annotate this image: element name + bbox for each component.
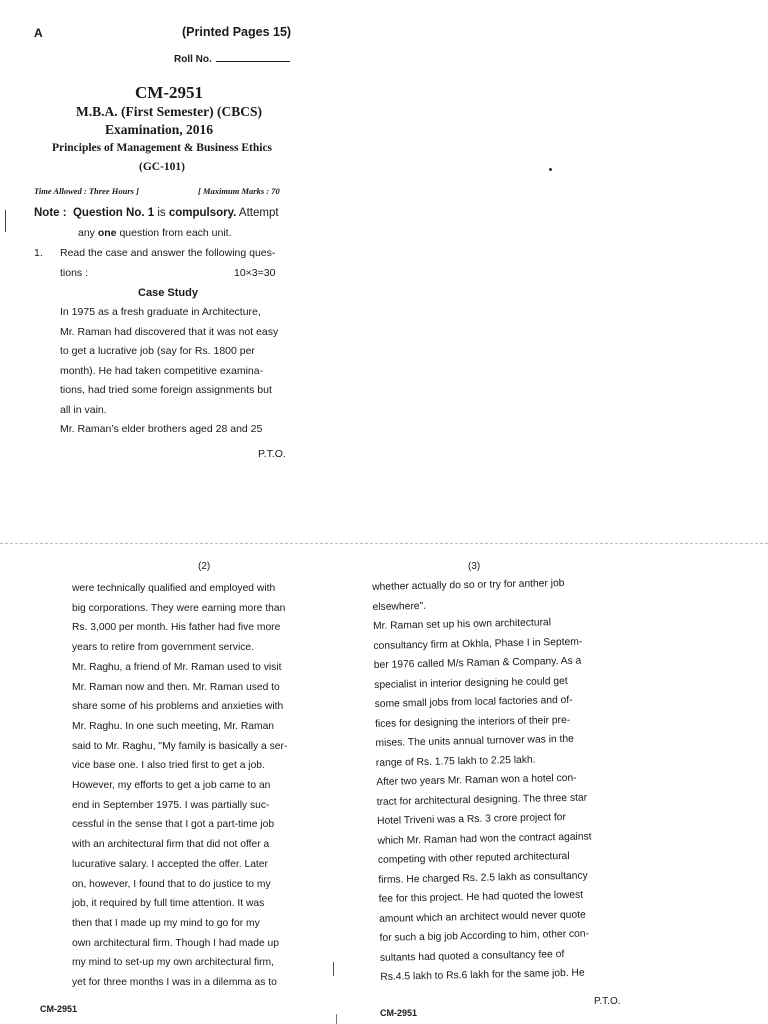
margin-mark [336, 1014, 337, 1024]
note [34, 207, 279, 219]
series-label: A [34, 26, 43, 40]
text-line: fices for designing the interiors of their pre- [374, 714, 571, 730]
pto-label-page-3: P.T.O. [594, 996, 621, 1007]
text-line: Mr. Raman now and then. Mr. Raman used to [72, 681, 280, 693]
text-line: elsewhere". [372, 600, 427, 613]
paper-code: CM-2951 [135, 83, 203, 102]
text-line: years to retire from government service. [72, 642, 254, 654]
text-line: big corporations. They were earning more than [72, 602, 286, 614]
text-line: yet for three months I was in a dilemma as to [72, 977, 277, 989]
page-number-3: (3) [468, 561, 481, 572]
text-line: cessful in the sense that I got a part-time job [72, 819, 275, 831]
text-line: tract for architectural designing. The three star [376, 792, 588, 808]
text-line: specialist in interior designing he could get [374, 675, 568, 691]
text-line: which Mr. Raman had won the contract against [377, 830, 592, 847]
text-line: Rs.4.5 lakh to Rs.6 lakh for the same job. He [380, 967, 585, 983]
text-line: vice base one. I also tried first to get a job. [72, 760, 265, 772]
case-line: In 1975 as a fresh graduate in Architecture, [60, 306, 261, 318]
speck [549, 168, 552, 171]
page-3-text [372, 573, 637, 988]
text-line: Mr. Raghu. In one such meeting, Mr. Raman [72, 720, 275, 732]
text-line: some small jobs from local factories and of- [374, 694, 573, 710]
text-line: Mr. Raghu, a friend of Mr. Raman used to visit [72, 661, 282, 673]
text-line: ber 1976 called M/s Raman & Company. As a [373, 655, 582, 671]
question-continuation: tions : [60, 267, 89, 279]
text-line: for such a big job According to him, other con- [379, 928, 590, 944]
note-continuation [78, 227, 232, 239]
text-line: on, however, I found that to do justice to my [72, 878, 271, 890]
exam-title: Examination, 2016 [104, 122, 213, 137]
case-paragraph-1 [60, 303, 278, 440]
text-line: sultants had quoted a consultancy fee of [379, 948, 565, 964]
case-study-title: Case Study [138, 287, 198, 299]
note-tail: Attempt [236, 207, 279, 219]
printed-pages: (Printed Pages 15) [182, 25, 292, 39]
subject-title: Principles of Management & Business Ethics [51, 142, 273, 154]
text-line: competing with other reputed architectural [377, 850, 570, 866]
page-number-2: (2) [198, 561, 211, 572]
footer-code-page-2: CM-2951 [40, 1004, 78, 1014]
text-line: own architectural firm. Though I had made up [72, 937, 280, 949]
text-line: my mind to set-up my own architectural firm, [72, 957, 274, 969]
text-line: whether actually do so or try for anther job [372, 577, 565, 593]
note-mid: is [154, 207, 169, 219]
text-line: amount which an architect would never quote [379, 909, 586, 925]
text-line: After two years Mr. Raman won a hotel con- [376, 772, 577, 788]
roll-no-label: Roll No. [174, 54, 212, 65]
case-line: to get a lucrative job (say for Rs. 1800 per [60, 345, 255, 357]
case-line: Mr. Raman’s elder brothers aged 28 and 25 [60, 423, 263, 435]
case-line: Mr. Raman had discovered that it was not easy [60, 325, 279, 338]
note-cont-bold: one [97, 227, 117, 239]
text-line: were technically qualified and employed with [72, 583, 276, 594]
text-line: However, my efforts to get a job came to an [72, 780, 271, 792]
case-line: month). He had taken competitive examina- [60, 364, 264, 377]
text-line: end in September 1975. I was partially suc- [72, 799, 270, 811]
page-2-text [72, 579, 304, 993]
time-allowed: Time Allowed : Three Hours ] [34, 186, 139, 196]
text-line: Rs. 3,000 per month. His father had five more [72, 622, 281, 634]
program-title: M.B.A. (First Semester) (CBCS) [76, 104, 262, 119]
text-line: then that I made up my mind to go for my [72, 917, 260, 929]
note-cont-pre: any [78, 227, 98, 239]
margin-mark [5, 210, 6, 232]
text-line: job, it required by full time attention. It was [72, 898, 265, 910]
text-line: fee for this project. He had quoted the lowest [378, 889, 584, 905]
note-cont-post: question from each unit. [116, 227, 232, 239]
text-line: mises. The units annual turnover was in the [375, 733, 574, 749]
note-compulsory: compulsory. [168, 207, 237, 219]
case-line: all in vain. [60, 403, 107, 416]
text-line: share some of his problems and anxieties with [72, 701, 284, 713]
text-line: Mr. Raman set up his own architectural [372, 617, 552, 632]
text-line: with an architectural firm that did not offer a [72, 839, 270, 851]
question-text: Read the case and answer the following ques- [60, 247, 276, 259]
question-marks: 10×3=30 [234, 267, 276, 279]
text-line: consultancy firm at Okhla, Phase I in Septem- [373, 636, 583, 652]
text-line: firms. He charged Rs. 2.5 lakh as consultancy [378, 870, 588, 886]
roll-number-field [174, 52, 290, 65]
maximum-marks: [ Maximum Marks : 70 [198, 186, 280, 196]
text-line: lucurative salary. I accepted the offer. Later [72, 858, 268, 870]
note-question: Question No. 1 [72, 207, 155, 219]
text-line: said to Mr. Raghu, "My family is basically a ser- [72, 740, 288, 752]
case-line: tions, had tried some foreign assignments but [60, 384, 272, 396]
course-code: (GC-101) [139, 161, 185, 173]
question-number: 1. [34, 247, 43, 259]
text-line: range of Rs. 1.75 lakh to 2.25 lakh. [375, 754, 536, 769]
text-line: Hotel Triveni was a Rs. 3 crore project for [376, 811, 567, 827]
margin-mark [333, 962, 334, 976]
note-label: Note : [34, 207, 67, 219]
page-divider [0, 543, 768, 544]
pto-label: P.T.O. [258, 448, 286, 460]
roll-no-blank [216, 52, 290, 62]
footer-code-page-3: CM-2951 [380, 1008, 418, 1018]
